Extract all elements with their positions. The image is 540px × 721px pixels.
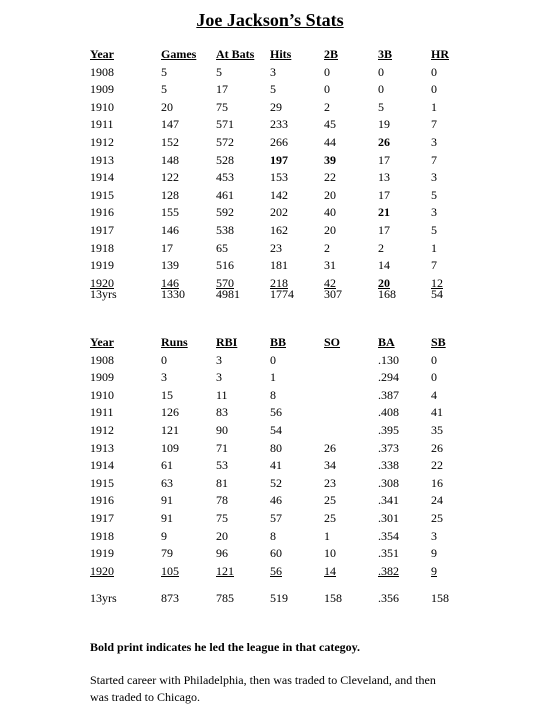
table2-cell: .301 <box>378 511 399 525</box>
table1-header-cell: Hits <box>270 47 292 61</box>
table1-cell: 14 <box>378 258 390 273</box>
table1-total-cell: 13yrs <box>90 287 117 301</box>
table2-total-cell: 158 <box>324 591 342 605</box>
table2-cell: 57 <box>270 511 282 525</box>
table-row <box>0 240 540 257</box>
table1-cell: 12 <box>431 275 443 290</box>
table2-cell: .351 <box>378 546 399 561</box>
table2-header-cell: SO <box>324 335 341 349</box>
table1-cell: 20 <box>324 223 336 237</box>
table1-cell: 0 <box>431 82 437 97</box>
table1-cell: 146 <box>161 275 179 290</box>
table1-cell: 1909 <box>90 82 114 97</box>
table1-cell: 1919 <box>90 258 114 273</box>
table-row <box>0 440 540 457</box>
table2-cell: 81 <box>216 475 228 490</box>
table2-total-cell: 519 <box>270 591 288 605</box>
table2-cell: .341 <box>378 493 399 508</box>
table2-cell: 8 <box>270 528 276 543</box>
table1-cell: 2 <box>324 99 330 114</box>
table1-cell: 570 <box>216 275 234 290</box>
table1-total-cell: 307 <box>324 287 342 301</box>
table1-cell: 538 <box>216 223 234 237</box>
table1-total-cell: 4981 <box>216 287 240 301</box>
table2-cell: 1908 <box>90 352 114 367</box>
table-row <box>0 545 540 562</box>
table1-cell: 571 <box>216 117 234 132</box>
table1-cell: 29 <box>270 99 282 114</box>
table2-cell: 56 <box>270 563 282 578</box>
table-row <box>0 369 540 386</box>
table2-cell: 90 <box>216 423 228 437</box>
table2-cell: 63 <box>161 475 173 490</box>
table1-cell: 1918 <box>90 240 114 255</box>
table1-cell: 0 <box>324 64 330 79</box>
table1-cell: 592 <box>216 205 234 220</box>
table1-header-cell: HR <box>431 47 449 61</box>
table1-cell: 26 <box>378 135 390 149</box>
table-row <box>0 187 540 204</box>
table2-cell: 54 <box>270 423 282 437</box>
table2-cell: 46 <box>270 493 282 508</box>
table1-cell: 7 <box>431 258 437 273</box>
table2-total-cell: 873 <box>161 591 179 605</box>
table1-cell: 45 <box>324 117 336 132</box>
table1-cell: 5 <box>378 99 384 114</box>
table2-cell: 1909 <box>90 370 114 385</box>
table1-cell: 5 <box>161 64 167 79</box>
table2-cell: 79 <box>161 546 173 561</box>
table2-cell: .308 <box>378 475 399 490</box>
table1-cell: 1908 <box>90 64 114 79</box>
table1-cell: 21 <box>378 205 390 220</box>
table2-cell: 26 <box>324 440 336 455</box>
table-row <box>0 510 540 527</box>
table1-cell: 528 <box>216 152 234 167</box>
table2-cell: .130 <box>378 352 399 367</box>
table1-totals-row <box>0 286 540 303</box>
table2-cell: 109 <box>161 440 179 455</box>
table1-cell: 1915 <box>90 187 114 202</box>
table2-cell: 53 <box>216 458 228 473</box>
table2-cell: 3 <box>216 370 222 385</box>
career-note: Started career with Philadelphia, then was traded to Cleveland, and then was traded to Chicago. <box>90 673 436 704</box>
table2-cell: 4 <box>431 387 437 402</box>
table1-cell: 266 <box>270 135 288 149</box>
table1-cell: 1917 <box>90 223 114 237</box>
table2-cell: 1914 <box>90 458 114 473</box>
table1-cell: 1 <box>431 99 437 114</box>
table2-cell: 22 <box>431 458 443 473</box>
table2-cell: 60 <box>270 546 282 561</box>
table2-cell: 121 <box>161 423 179 437</box>
table-row <box>0 422 540 439</box>
table1-total-cell: 54 <box>431 287 443 301</box>
table1-header-cell: Games <box>161 47 197 61</box>
table2-cell: 1911 <box>90 405 114 420</box>
table-row <box>0 404 540 421</box>
table2-cell: 3 <box>431 528 437 543</box>
table1-cell: 2 <box>324 240 330 255</box>
table2-cell: 1913 <box>90 440 114 455</box>
table1-cell: 152 <box>161 135 179 149</box>
table2-cell: 26 <box>431 440 443 455</box>
table1-cell: 146 <box>161 223 179 237</box>
table2-cell: 0 <box>431 370 437 385</box>
table1-cell: 20 <box>378 275 390 290</box>
table1-cell: 1913 <box>90 152 114 167</box>
table-row <box>0 563 540 580</box>
table2-cell: .382 <box>378 563 399 578</box>
table2-header-cell: SB <box>431 335 446 349</box>
table1-cell: 0 <box>431 64 437 79</box>
table1-cell: 153 <box>270 170 288 185</box>
table2-cell: .294 <box>378 370 399 385</box>
table-row <box>0 222 540 239</box>
table2-cell: 1918 <box>90 528 114 543</box>
table1-cell: 1911 <box>90 117 114 132</box>
table2-cell: 23 <box>324 475 336 490</box>
table2-cell: 16 <box>431 475 443 490</box>
table1-cell: 1 <box>431 240 437 255</box>
table2-cell: 1 <box>270 370 276 385</box>
table1-cell: 122 <box>161 170 179 185</box>
table2-cell: 9 <box>431 546 437 561</box>
table1-cell: 13 <box>378 170 390 185</box>
table2-cell: 0 <box>161 352 167 367</box>
table2-cell: 1919 <box>90 546 114 561</box>
table2-cell: 91 <box>161 493 173 508</box>
table1-total-cell: 168 <box>378 287 396 301</box>
table2-cell: 25 <box>431 511 443 525</box>
table2-cell: 1912 <box>90 423 114 437</box>
table2-cell: 0 <box>431 352 437 367</box>
table2-cell: 121 <box>216 563 234 578</box>
table1-cell: 7 <box>431 152 437 167</box>
table1-cell: 142 <box>270 187 288 202</box>
table2-cell: .338 <box>378 458 399 473</box>
table1-cell: 162 <box>270 223 288 237</box>
table2-cell: 56 <box>270 405 282 420</box>
table-row <box>0 116 540 133</box>
table1-cell: 20 <box>161 99 173 114</box>
table1-cell: 17 <box>216 82 228 97</box>
table1-cell: 516 <box>216 258 234 273</box>
table2-cell: .354 <box>378 528 399 543</box>
table1-cell: 461 <box>216 187 234 202</box>
table-row <box>0 134 540 151</box>
table2-cell: 35 <box>431 423 443 437</box>
table2-cell: 1916 <box>90 493 114 508</box>
table2-cell: 25 <box>324 511 336 525</box>
table2-cell: 11 <box>216 387 228 402</box>
table2-header-cell: Runs <box>161 335 188 349</box>
table1-header-cell: 2B <box>324 47 339 61</box>
table1-cell: 17 <box>161 240 173 255</box>
table2-cell: 52 <box>270 475 282 490</box>
table1-cell: 0 <box>378 82 384 97</box>
table2-total-cell: 13yrs <box>90 591 117 605</box>
table2-cell: 14 <box>324 563 336 578</box>
table1-cell: 5 <box>431 187 437 202</box>
table1-cell: 2 <box>378 240 384 255</box>
table1-cell: 17 <box>378 152 390 167</box>
table2-cell: 1915 <box>90 475 114 490</box>
table2-header-cell: RBI <box>216 335 238 349</box>
table1-cell: 0 <box>324 82 330 97</box>
table2-cell: 9 <box>161 528 167 543</box>
table2-cell: 91 <box>161 511 173 525</box>
table1-cell: 1916 <box>90 205 114 220</box>
table1-cell: 139 <box>161 258 179 273</box>
table2-cell: 8 <box>270 387 276 402</box>
table-row <box>0 257 540 274</box>
table-row <box>0 457 540 474</box>
table2-cell: 96 <box>216 546 228 561</box>
table2-header-cell: BB <box>270 335 287 349</box>
table2-cell: 20 <box>216 528 228 543</box>
table2-cell: 71 <box>216 440 228 455</box>
table2-cell: 41 <box>270 458 282 473</box>
table1-cell: 202 <box>270 205 288 220</box>
table2-cell: 1920 <box>90 563 114 578</box>
table2-cell: 75 <box>216 511 228 525</box>
table1-cell: 181 <box>270 258 288 273</box>
table1-header-row <box>0 46 540 63</box>
table-row <box>0 475 540 492</box>
table1-cell: 5 <box>216 64 222 79</box>
table-row <box>0 387 540 404</box>
table1-cell: 75 <box>216 99 228 114</box>
table1-header-cell: 3B <box>378 47 393 61</box>
table1-cell: 17 <box>378 187 390 202</box>
table1-cell: 197 <box>270 152 288 167</box>
table1-cell: 1920 <box>90 275 114 290</box>
table1-cell: 3 <box>270 64 276 79</box>
table-row <box>0 152 540 169</box>
table2-cell: .395 <box>378 423 399 437</box>
table1-header-cell: At Bats <box>216 47 255 61</box>
table1-cell: 17 <box>378 223 390 237</box>
table1-total-cell: 1330 <box>161 287 185 301</box>
table2-cell: 34 <box>324 458 336 473</box>
table1-cell: 3 <box>431 170 437 185</box>
table2-cell: 0 <box>270 352 276 367</box>
table1-cell: 5 <box>270 82 276 97</box>
table1-cell: 218 <box>270 275 288 290</box>
table-row <box>0 352 540 369</box>
page-title: Joe Jackson’s Stats <box>196 10 344 30</box>
table2-cell: 15 <box>161 387 173 402</box>
table2-cell: 3 <box>216 352 222 367</box>
table1-cell: 42 <box>324 275 336 290</box>
table2-header-cell: BA <box>378 335 395 349</box>
table1-cell: 148 <box>161 152 179 167</box>
table2-cell: 10 <box>324 546 336 561</box>
table1-header-cell: Year <box>90 47 114 61</box>
table-row <box>0 81 540 98</box>
table-row <box>0 528 540 545</box>
table1-cell: 23 <box>270 240 282 255</box>
table1-cell: 1910 <box>90 99 114 114</box>
table2-cell: 78 <box>216 493 228 508</box>
table1-cell: 7 <box>431 117 437 132</box>
table1-cell: 3 <box>431 135 437 149</box>
table1-cell: 22 <box>324 170 336 185</box>
table1-cell: 65 <box>216 240 228 255</box>
table2-total-cell: 785 <box>216 591 234 605</box>
table1-cell: 1914 <box>90 170 114 185</box>
table2-cell: 61 <box>161 458 173 473</box>
table1-cell: 20 <box>324 187 336 202</box>
table1-cell: 233 <box>270 117 288 132</box>
table1-cell: 147 <box>161 117 179 132</box>
table1-cell: 453 <box>216 170 234 185</box>
table2-header-row <box>0 334 540 351</box>
table2-cell: 3 <box>161 370 167 385</box>
table2-cell: 80 <box>270 440 282 455</box>
table2-cell: 1910 <box>90 387 114 402</box>
table2-totals-row <box>0 590 540 607</box>
table1-cell: 155 <box>161 205 179 220</box>
table1-cell: 572 <box>216 135 234 149</box>
table2-total-cell: 158 <box>431 591 449 605</box>
table2-cell: 24 <box>431 493 443 508</box>
table-row <box>0 64 540 81</box>
table2-cell: 105 <box>161 563 179 578</box>
table2-cell: 1 <box>324 528 330 543</box>
table-row <box>0 492 540 509</box>
table2-cell: 126 <box>161 405 179 420</box>
table2-cell: .373 <box>378 440 399 455</box>
table1-cell: 5 <box>161 82 167 97</box>
table1-cell: 39 <box>324 152 336 167</box>
table2-cell: .408 <box>378 405 399 420</box>
table1-cell: 0 <box>378 64 384 79</box>
table1-cell: 44 <box>324 135 336 149</box>
table2-cell: 1917 <box>90 511 114 525</box>
table2-cell: 83 <box>216 405 228 420</box>
table1-total-cell: 1774 <box>270 287 294 301</box>
table2-cell: 25 <box>324 493 336 508</box>
table2-cell: 41 <box>431 405 443 420</box>
bold-legend-note: Bold print indicates he led the league in that categoy. <box>90 640 360 654</box>
table-row <box>0 204 540 221</box>
table1-cell: 19 <box>378 117 390 132</box>
table1-cell: 3 <box>431 205 437 220</box>
table1-cell: 40 <box>324 205 336 220</box>
table2-header-cell: Year <box>90 335 114 349</box>
table-row <box>0 99 540 116</box>
table2-cell: .387 <box>378 387 399 402</box>
table1-cell: 128 <box>161 187 179 202</box>
table2-total-cell: .356 <box>378 591 399 605</box>
table1-cell: 5 <box>431 223 437 237</box>
table1-cell: 1912 <box>90 135 114 149</box>
table1-cell: 31 <box>324 258 336 273</box>
table2-cell: 9 <box>431 563 437 578</box>
table-row <box>0 169 540 186</box>
